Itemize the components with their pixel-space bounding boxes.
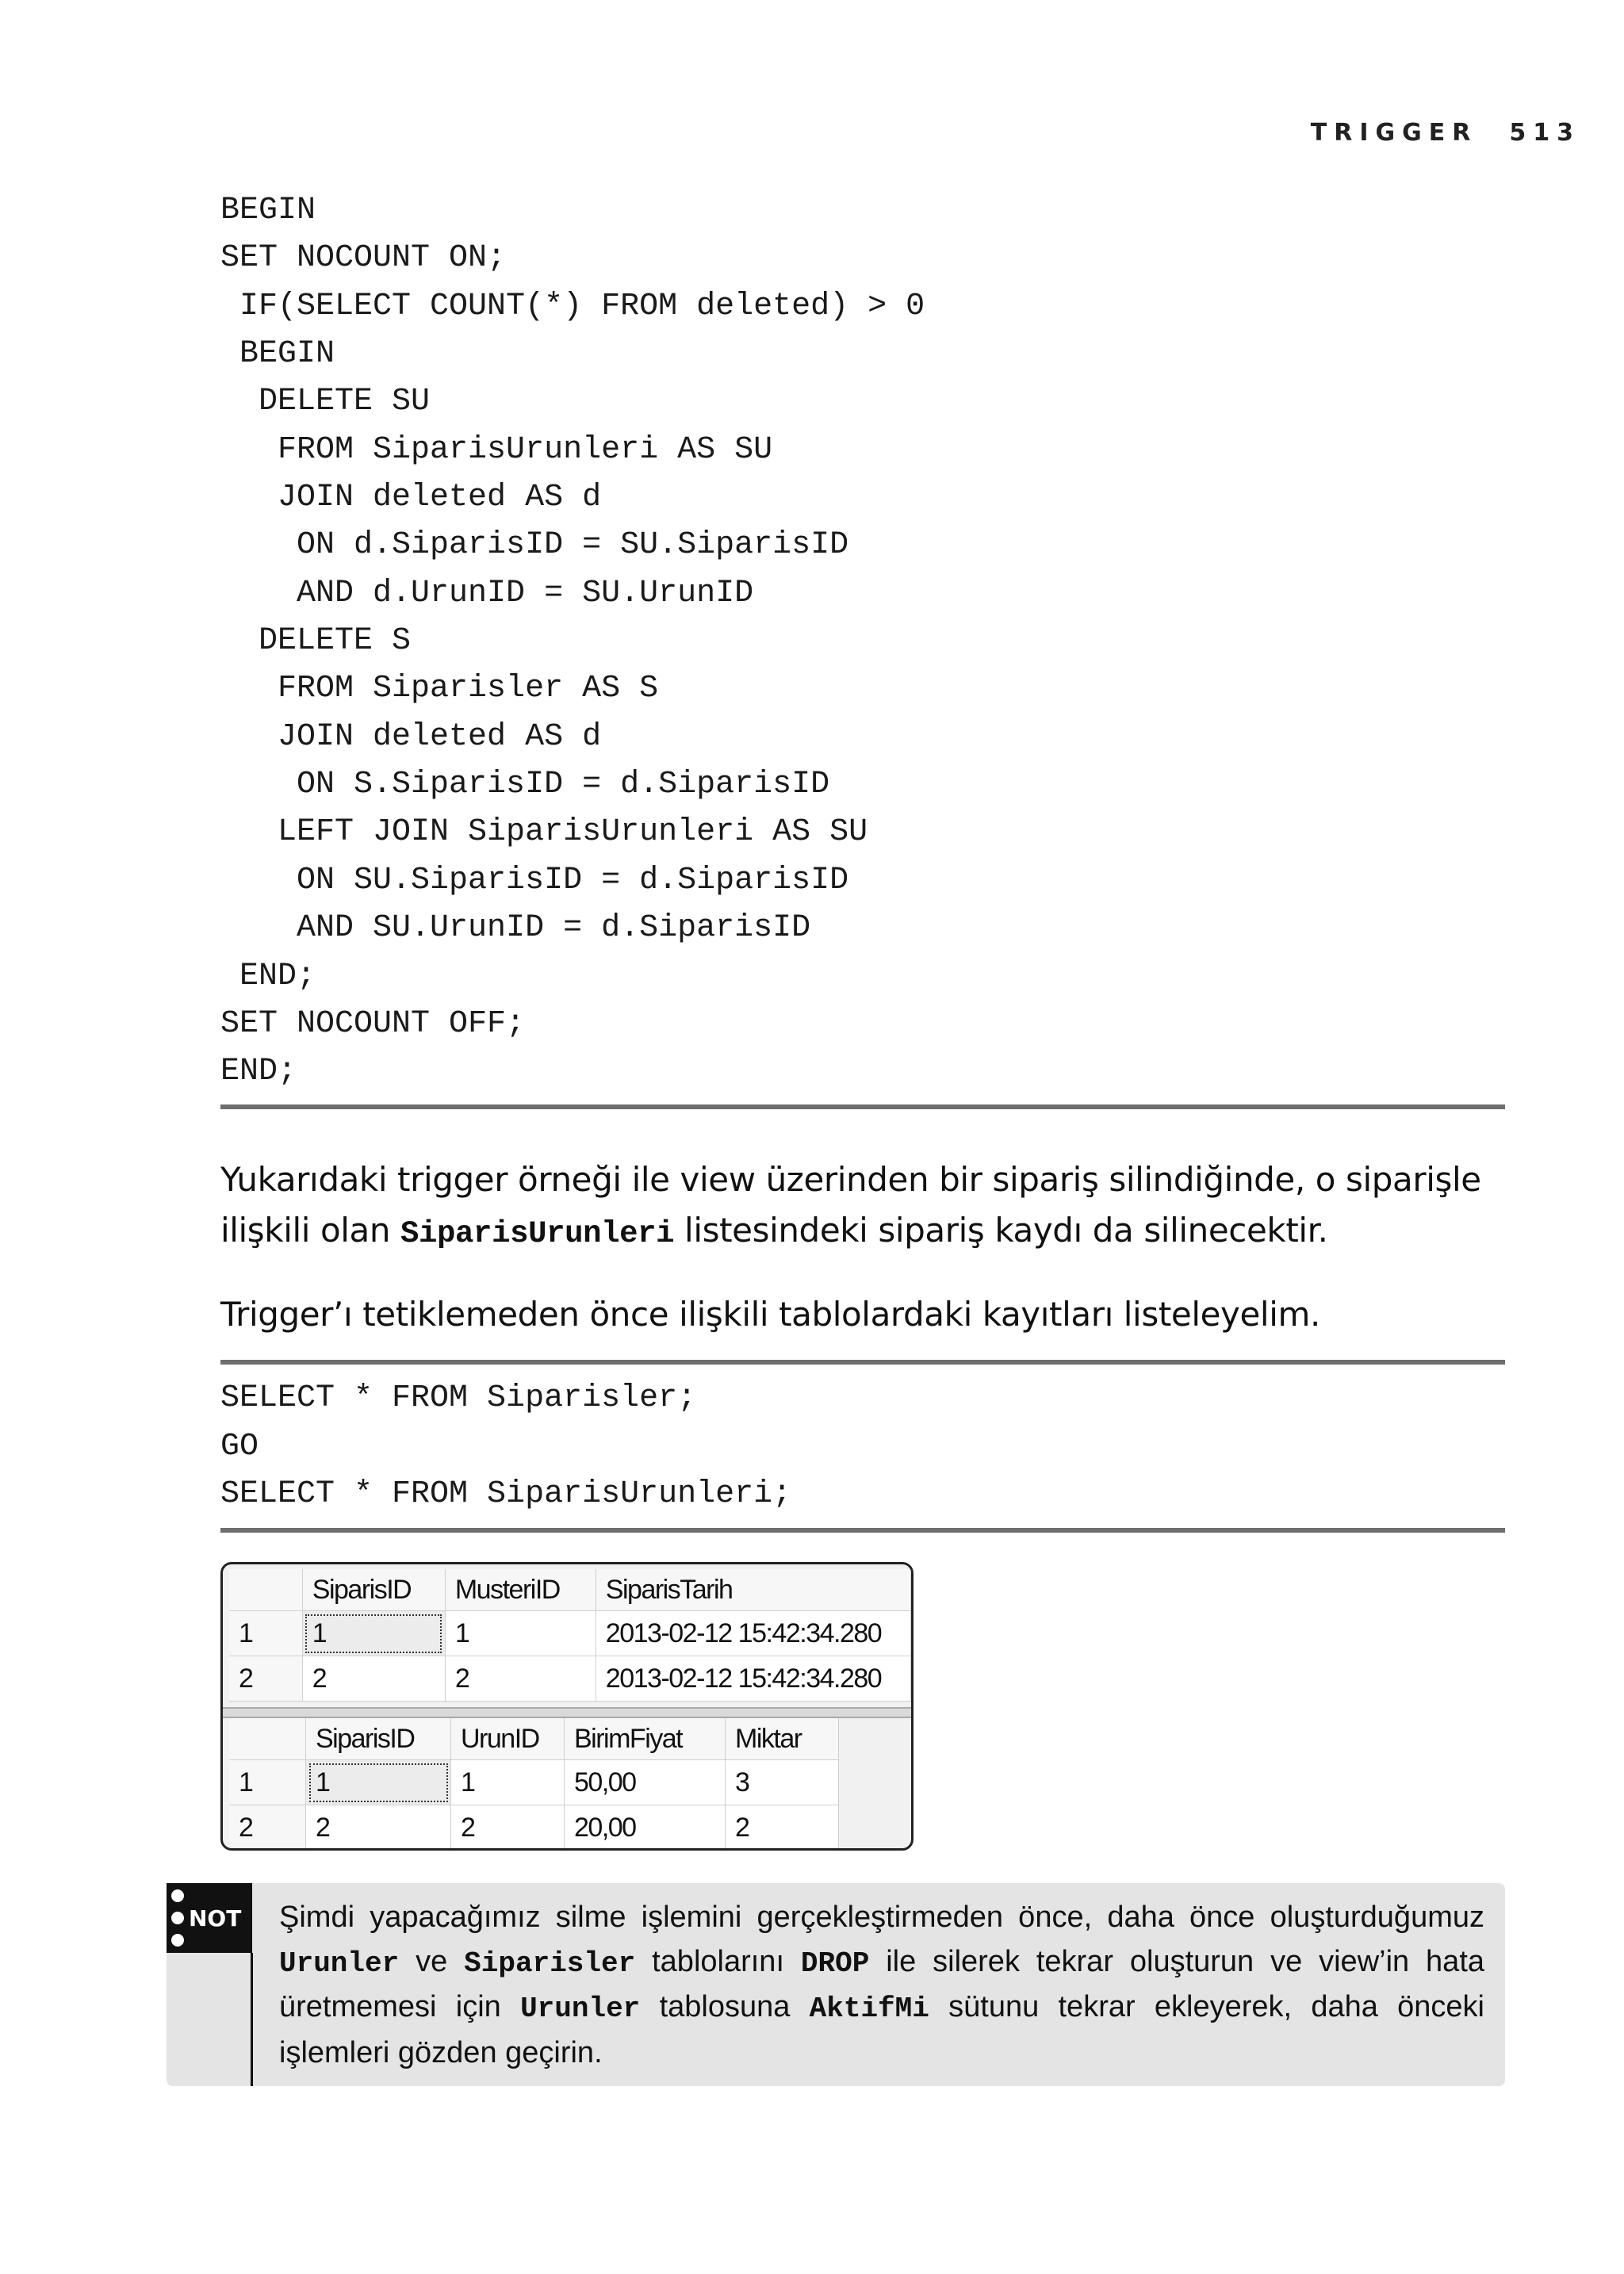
grid-row[interactable] <box>229 1611 911 1656</box>
grid-cell[interactable]: 1 <box>451 1760 565 1805</box>
note-dot-icon <box>171 1889 184 1902</box>
grid-column-header[interactable]: Miktar <box>726 1718 839 1760</box>
grid-cell[interactable]: 2013-02-12 15:42:34.280 <box>596 1611 910 1656</box>
code-line: AND d.UrunID = SU.UrunID <box>220 575 754 611</box>
grid-corner-cell[interactable] <box>229 1718 306 1760</box>
grid-corner-cell[interactable] <box>229 1569 302 1611</box>
grid-cell[interactable]: 2013-02-12 15:42:34.280 <box>596 1656 910 1702</box>
grid-cell[interactable]: 1 <box>445 1611 596 1656</box>
code-divider-1 <box>220 1104 1505 1109</box>
code-line: FROM Siparisler AS S <box>220 671 659 707</box>
code-line: DELETE SU <box>220 384 431 420</box>
code-line: LEFT JOIN SiparisUrunleri AS SU <box>220 814 868 851</box>
code-divider-3 <box>220 1528 1505 1533</box>
paragraph-text: listesindeki sipariş kaydı da silinecektir. <box>674 1211 1328 1250</box>
chapter-title: TRIGGER <box>1310 119 1478 147</box>
code-line: JOIN deleted AS d <box>220 480 602 516</box>
code-line: FROM SiparisUrunleri AS SU <box>220 431 773 468</box>
inline-code-urunler: Urunler <box>520 1993 641 2025</box>
note-span: sütunu tekrar ekleyerek, daha önceki işlemleri gözden geçirin. <box>279 1990 1484 2069</box>
grid-row[interactable] <box>229 1656 911 1702</box>
results-grid-siparisler <box>229 1569 911 1702</box>
grid-column-header[interactable]: SiparisID <box>306 1718 451 1760</box>
grid-cell[interactable]: 20,00 <box>565 1805 726 1851</box>
grid-cell[interactable]: 3 <box>726 1760 839 1805</box>
code-line: END; <box>220 958 316 994</box>
grid-cell[interactable]: 1 <box>306 1760 451 1805</box>
grid-splitter[interactable] <box>223 1707 911 1718</box>
grid-cell[interactable]: 2 <box>306 1805 451 1851</box>
grid-cell[interactable]: 2 <box>445 1656 596 1702</box>
code-line: DELETE S <box>220 623 412 660</box>
grid-column-header[interactable]: SiparisID <box>302 1569 445 1611</box>
grid-row-number[interactable]: 1 <box>229 1760 306 1805</box>
note-span: tablolarını <box>635 1944 801 1978</box>
grid-row-number[interactable]: 2 <box>229 1656 302 1702</box>
code-line: ON d.SiparisID = SU.SiparisID <box>220 527 849 564</box>
grid-cell[interactable]: 2 <box>451 1805 565 1851</box>
running-header <box>1311 119 1580 147</box>
grid-column-header[interactable]: UrunID <box>451 1718 565 1760</box>
note-span: tablosuna <box>640 1990 810 2023</box>
code-line: BEGIN <box>220 193 316 228</box>
note-span: ve <box>399 1944 465 1978</box>
results-grid-siparisurunleri <box>229 1718 839 1851</box>
grid-column-header[interactable]: MusteriID <box>445 1569 596 1611</box>
grid-cell[interactable]: 1 <box>302 1611 445 1656</box>
code-line: END; <box>220 1054 297 1090</box>
grid-row[interactable] <box>229 1805 839 1851</box>
paragraph-trigger-explanation <box>220 1154 1505 1259</box>
note-label: NOT <box>189 1905 242 1931</box>
inline-code-aktifmi: AktifMi <box>809 1993 929 2025</box>
grid-row-number[interactable]: 2 <box>229 1805 306 1851</box>
paragraph-list-records: Trigger’ı tetiklemeden önce ilişkili tablolardaki kayıtları listeleyelim. <box>220 1295 1320 1334</box>
inline-code-drop: DROP <box>800 1947 870 1980</box>
code-line: AND SU.UrunID = d.SiparisID <box>220 910 811 947</box>
select-code-block <box>220 1375 1505 1519</box>
note-vertical-rule <box>251 1953 253 2086</box>
note-dot-icon <box>171 1934 184 1947</box>
grid-header-row <box>229 1569 911 1611</box>
grid-row-number[interactable]: 1 <box>229 1611 302 1656</box>
inline-code-siparisler: Siparisler <box>464 1947 636 1980</box>
code-line: JOIN deleted AS d <box>220 718 602 755</box>
note-span: Şimdi yapacağımız silme işlemini gerçekleştirmeden önce, daha önce oluşturduğumuz <box>279 1901 1484 1934</box>
note-dot-icon <box>171 1912 184 1924</box>
code-divider-2 <box>220 1360 1505 1365</box>
paragraph-text: Yukarıdaki trigger örneği ile view üzerinden bir sipariş silindiğinde, o siparişle ilişkili olan <box>220 1160 1481 1250</box>
code-line: BEGIN <box>220 336 335 373</box>
code-line: SELECT * FROM SiparisUrunleri; <box>220 1476 792 1512</box>
grid-column-header[interactable]: BirimFiyat <box>565 1718 726 1760</box>
code-line: SET NOCOUNT OFF; <box>220 1005 526 1042</box>
note-badge <box>167 1883 252 1953</box>
grid-header-row <box>229 1718 839 1760</box>
code-line: SET NOCOUNT ON; <box>220 240 507 277</box>
note-span: ile silerek tekrar oluşturun ve view’in hata üretmemesi için <box>279 1944 1485 2023</box>
inline-code-urunler: Urunler <box>279 1947 400 1980</box>
code-line: ON SU.SiparisID = d.SiparisID <box>220 862 849 898</box>
grid-cell[interactable]: 2 <box>726 1805 839 1851</box>
grid-column-header[interactable]: SiparisTarih <box>596 1569 910 1611</box>
grid-row[interactable] <box>229 1760 839 1805</box>
code-line: SELECT * FROM Siparisler; <box>220 1380 697 1416</box>
note-text <box>279 1896 1484 2075</box>
page-number: 513 <box>1509 119 1580 147</box>
code-line: GO <box>220 1428 259 1464</box>
grid-cell[interactable]: 2 <box>302 1656 445 1702</box>
trigger-code-block <box>220 187 1505 1097</box>
grid-cell[interactable]: 50,00 <box>565 1760 726 1805</box>
code-line: IF(SELECT COUNT(*) FROM deleted) > 0 <box>220 288 925 324</box>
inline-code-siparisurunleri: SiparisUrunleri <box>400 1216 675 1251</box>
code-line: ON S.SiparisID = d.SiparisID <box>220 767 830 803</box>
query-results-panel <box>220 1562 914 1851</box>
note-box <box>167 1883 1505 2086</box>
